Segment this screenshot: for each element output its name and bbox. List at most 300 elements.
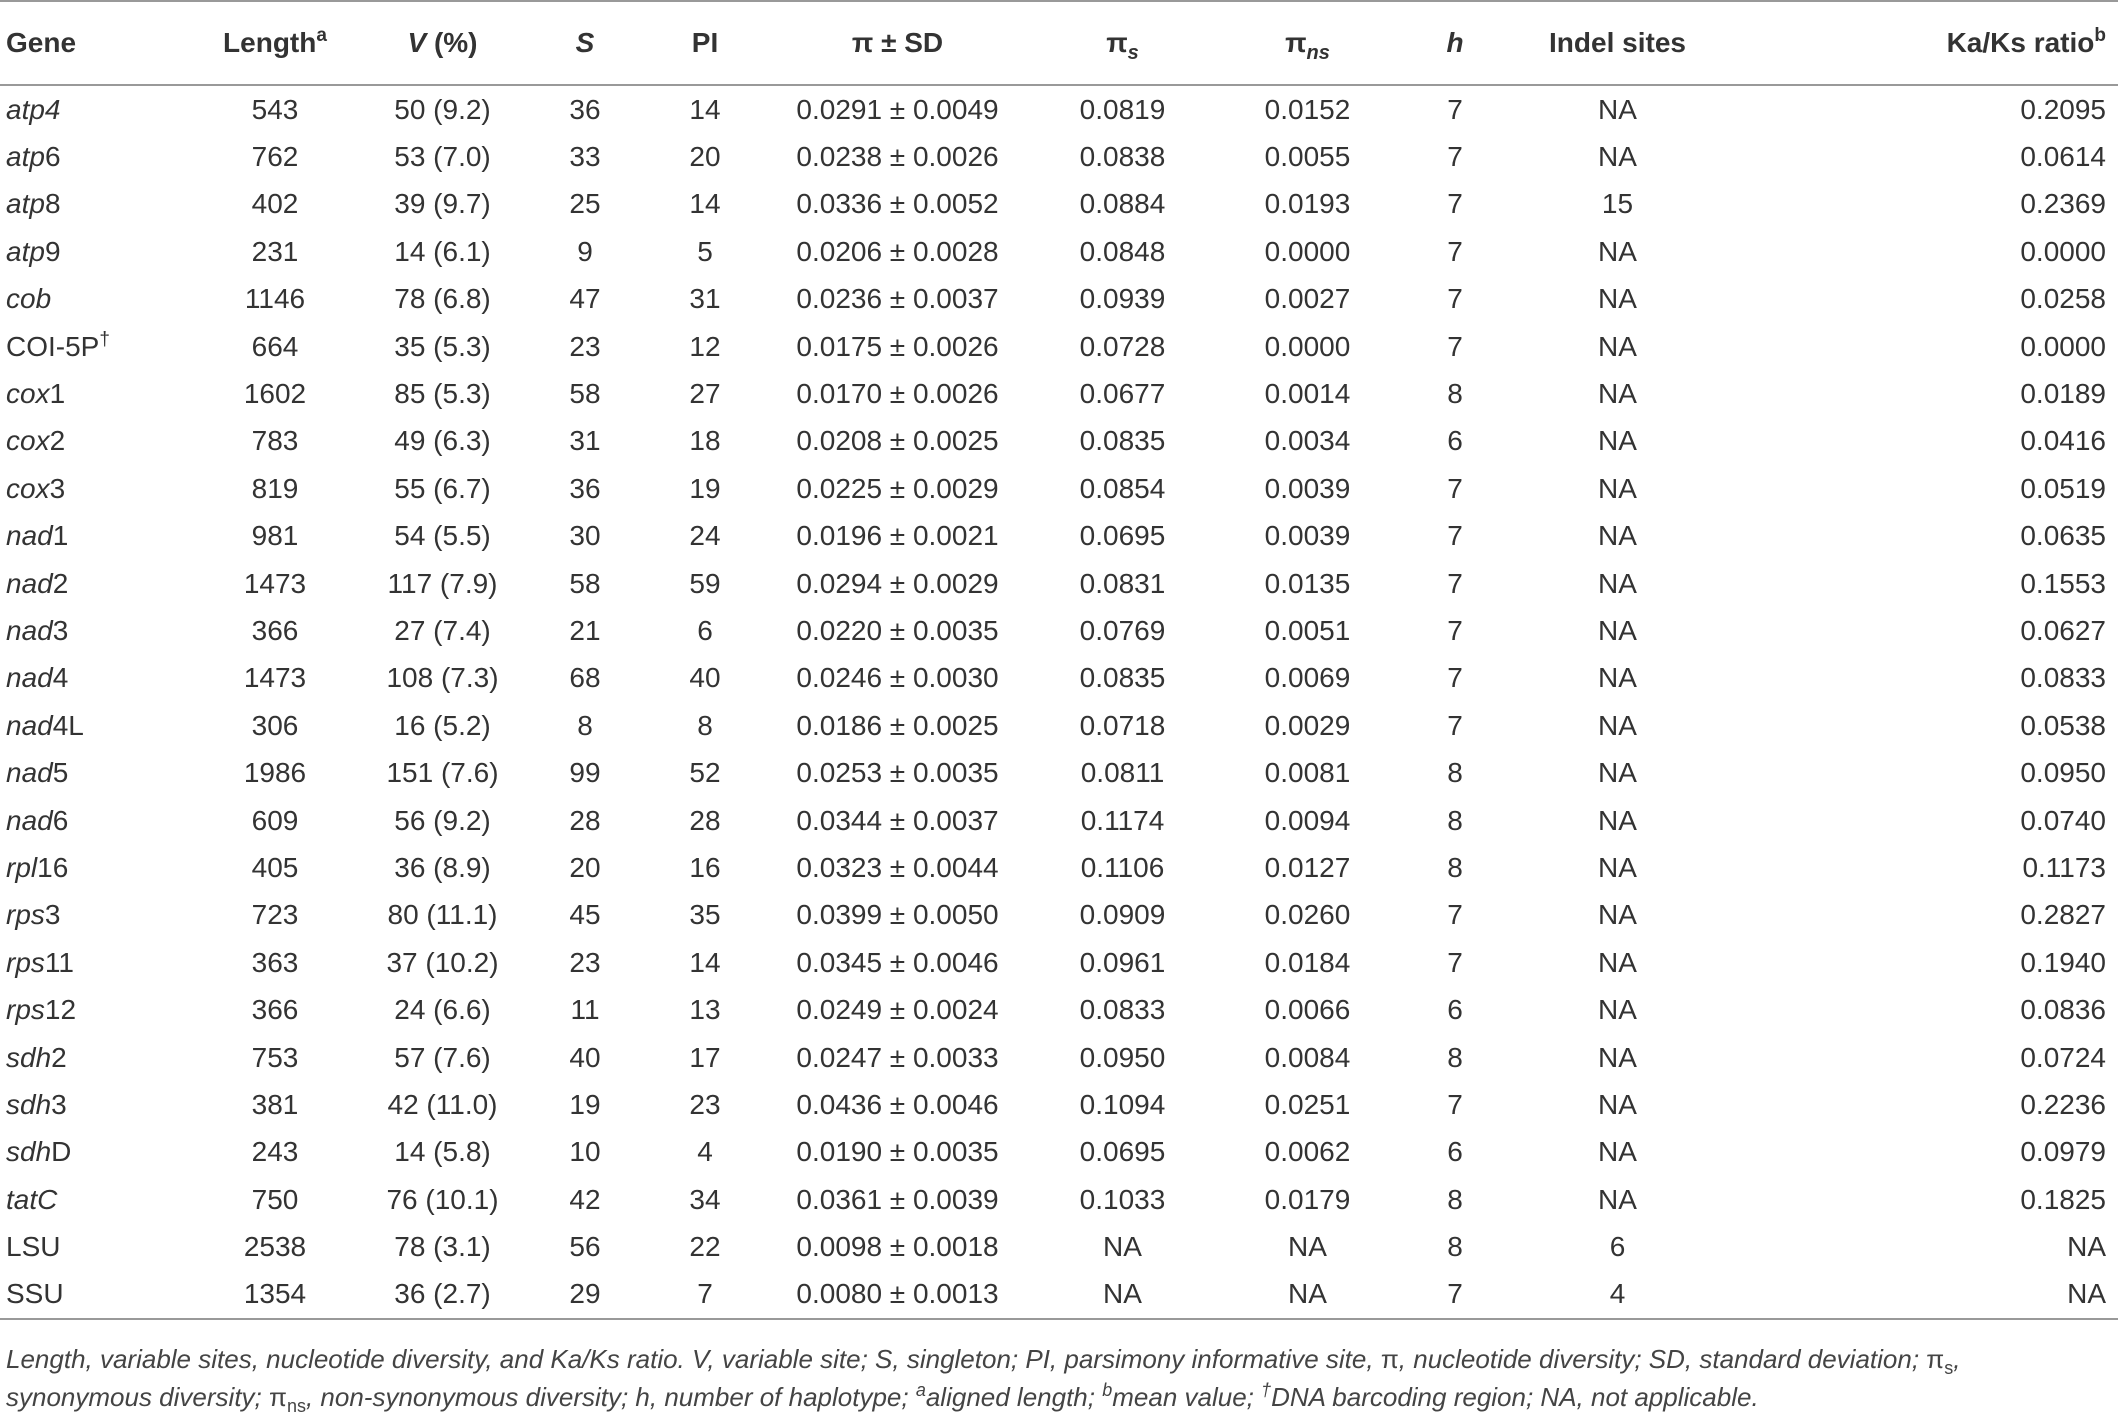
cell-length: 363 — [251, 946, 299, 978]
cell-singleton: 23 — [569, 330, 601, 362]
cell-haplotype: 7 — [1400, 1271, 1510, 1319]
cell-gene: nad5 — [6, 757, 69, 789]
table-row — [0, 228, 2118, 275]
table-row — [0, 1129, 2118, 1176]
cell-nonsynonymous-diversity: 0.0051 — [1264, 614, 1351, 646]
cell-nucleotide-diversity: 0.0323 ± 0.0044 — [796, 851, 999, 883]
cell-nucleotide-diversity: 0.0247 ± 0.0033 — [796, 1041, 999, 1073]
cell-nonsynonymous-diversity: 0.0251 — [1264, 1088, 1351, 1120]
cell-haplotype: 8 — [1447, 1231, 1463, 1263]
cell-indel-sites: NA — [1598, 93, 1637, 125]
cell-haplotype: 7 — [1447, 283, 1463, 315]
cell-singleton: 33 — [569, 141, 601, 173]
cell-singleton: 68 — [569, 662, 601, 694]
cell-kaks-ratio: 0.0189 — [2020, 378, 2106, 410]
cell-gene: atp9 — [6, 235, 61, 267]
cell-haplotype: 7 — [1447, 141, 1463, 173]
cell-singleton: 19 — [569, 1088, 601, 1120]
cell-kaks-ratio: NA — [1725, 1271, 2118, 1319]
cell-nucleotide-diversity: 0.0098 ± 0.0018 — [796, 1231, 999, 1263]
cell-length: 1146 — [244, 283, 306, 315]
cell-synonymous-diversity: 0.0884 — [1079, 188, 1166, 220]
cell-length: 1602 — [243, 378, 307, 410]
cell-singleton: 36 — [569, 472, 601, 504]
cell-synonymous-diversity: 0.0848 — [1079, 235, 1166, 267]
cell-nonsynonymous-diversity: 0.0069 — [1264, 662, 1351, 694]
cell-variable-sites: 16 (5.2) — [394, 709, 491, 741]
cell-gene: nad2 — [6, 567, 69, 599]
cell-indel-sites: NA — [1598, 1183, 1637, 1215]
cell-length: 366 — [251, 614, 299, 646]
cell-indel-sites: NA — [1598, 378, 1637, 410]
cell-haplotype: 8 — [1447, 378, 1463, 410]
cell-gene: nad6 — [6, 804, 69, 836]
cell-length: 753 — [251, 1041, 299, 1073]
cell-nonsynonymous-diversity: 0.0055 — [1264, 141, 1351, 173]
cell-indel-sites: NA — [1598, 1088, 1637, 1120]
cell-kaks-ratio: 0.0836 — [2020, 994, 2106, 1026]
cell-gene: rps11 — [6, 946, 74, 978]
cell-length: 750 — [251, 1183, 299, 1215]
cell-synonymous-diversity: 0.1033 — [1079, 1183, 1166, 1215]
cell-parsimony-informative: 20 — [689, 141, 721, 173]
cell-nonsynonymous-diversity: 0.0014 — [1264, 378, 1351, 410]
cell-parsimony-informative: 12 — [689, 330, 721, 362]
cell-nucleotide-diversity: 0.0206 ± 0.0028 — [796, 235, 999, 267]
header-row — [0, 1, 2118, 85]
cell-length: 405 — [251, 851, 299, 883]
cell-nonsynonymous-diversity: 0.0179 — [1264, 1183, 1351, 1215]
cell-variable-sites: 56 (9.2) — [394, 804, 491, 836]
cell-singleton: 10 — [569, 1136, 601, 1168]
cell-variable-sites: 57 (7.6) — [394, 1041, 491, 1073]
cell-synonymous-diversity: 0.0728 — [1079, 330, 1166, 362]
cell-kaks-ratio: 0.2095 — [2020, 93, 2106, 125]
cell-kaks-ratio: NA — [2067, 1231, 2106, 1263]
cell-variable-sites: 55 (6.7) — [394, 472, 491, 504]
cell-synonymous-diversity: 0.1106 — [1080, 851, 1165, 883]
table-row — [0, 1223, 2118, 1270]
cell-nonsynonymous-diversity: 0.0000 — [1264, 235, 1351, 267]
cell-singleton: 42 — [569, 1183, 601, 1215]
cell-kaks-ratio: 0.1940 — [2020, 946, 2106, 978]
cell-kaks-ratio: 0.0000 — [2020, 235, 2106, 267]
cell-variable-sites: 117 (7.9) — [387, 567, 498, 599]
header-haplotype: h — [1400, 1, 1510, 85]
cell-synonymous-diversity: 0.0838 — [1079, 141, 1166, 173]
cell-haplotype: 8 — [1447, 851, 1463, 883]
cell-nucleotide-diversity: 0.0336 ± 0.0052 — [796, 188, 999, 220]
cell-parsimony-informative: 24 — [689, 520, 721, 552]
cell-nonsynonymous-diversity: 0.0027 — [1264, 283, 1351, 315]
cell-parsimony-informative: 5 — [697, 235, 713, 267]
cell-parsimony-informative: 52 — [689, 757, 721, 789]
table-caption: Length, variable sites, nucleotide diversity, and Ka/Ks ratio. V, variable site; S, singleton; PI, parsimony informative site, π, nucleotide diversity; SD, standard deviation; $\pi_s$, synonymous diversity; $\pi_{ns}$, non-synonymous diversity; h, number of haplotype; $^a$aligned length; $^b$mean value; †DNA barcoding region; NA, not applicable. — [6, 1344, 1961, 1416]
cell-singleton: 47 — [569, 283, 601, 315]
cell-gene: nad3 — [6, 614, 69, 646]
cell-length: 1354 — [190, 1271, 360, 1319]
cell-haplotype: 8 — [1447, 757, 1463, 789]
header-gene: Gene — [0, 1, 190, 85]
cell-variable-sites: 27 (7.4) — [394, 614, 491, 646]
table-row — [0, 1271, 2118, 1319]
cell-nucleotide-diversity: 0.0225 ± 0.0029 — [796, 472, 999, 504]
header-singleton: S — [525, 1, 645, 85]
header-variable-sites: V (%) — [360, 1, 525, 85]
cell-variable-sites: 53 (7.0) — [394, 141, 491, 173]
table-row — [0, 607, 2118, 654]
cell-nucleotide-diversity: 0.0238 ± 0.0026 — [796, 141, 999, 173]
cell-synonymous-diversity: 0.0909 — [1079, 899, 1166, 931]
cell-synonymous-diversity: 0.0835 — [1079, 425, 1166, 457]
table-row — [0, 370, 2118, 417]
cell-length: 819 — [251, 472, 299, 504]
cell-kaks-ratio: 0.0833 — [2020, 662, 2106, 694]
cell-length: 723 — [251, 899, 299, 931]
cell-variable-sites: 14 (6.1) — [394, 235, 491, 267]
cell-nucleotide-diversity: 0.0345 ± 0.0046 — [796, 946, 999, 978]
header-length: Length$^a$ — [190, 1, 360, 85]
cell-gene: COI-5P† — [6, 328, 110, 362]
cell-singleton: 58 — [569, 378, 601, 410]
cell-nonsynonymous-diversity: 0.0193 — [1264, 188, 1351, 220]
cell-nonsynonymous-diversity: 0.0000 — [1264, 330, 1351, 362]
cell-nonsynonymous-diversity: 0.0260 — [1264, 899, 1351, 931]
cell-indel-sites: NA — [1598, 235, 1637, 267]
cell-variable-sites: 49 (6.3) — [394, 425, 491, 457]
cell-synonymous-diversity: 0.0811 — [1080, 757, 1165, 789]
cell-parsimony-informative: 17 — [689, 1041, 721, 1073]
cell-parsimony-informative: 16 — [689, 851, 721, 883]
cell-nucleotide-diversity: 0.0249 ± 0.0024 — [796, 994, 999, 1026]
cell-singleton: 20 — [569, 851, 601, 883]
cell-length: 402 — [251, 188, 299, 220]
cell-haplotype: 7 — [1447, 93, 1463, 125]
cell-gene: cox3 — [6, 472, 66, 504]
cell-nucleotide-diversity: 0.0361 ± 0.0039 — [796, 1183, 999, 1215]
cell-singleton: 29 — [525, 1271, 645, 1319]
cell-haplotype: 8 — [1447, 1041, 1463, 1073]
cell-singleton: 30 — [569, 520, 601, 552]
cell-synonymous-diversity: 0.0677 — [1079, 378, 1166, 410]
cell-indel-sites: 15 — [1601, 188, 1634, 220]
table-row — [0, 892, 2118, 939]
table-row — [0, 749, 2118, 796]
cell-kaks-ratio: 0.0416 — [2020, 425, 2106, 457]
cell-variable-sites: 39 (9.7) — [394, 188, 491, 220]
cell-parsimony-informative: 14 — [689, 946, 721, 978]
cell-nonsynonymous-diversity: 0.0084 — [1264, 1041, 1351, 1073]
header-nucleotide-diversity: π ± SD — [765, 1, 1030, 85]
cell-singleton: 58 — [569, 567, 601, 599]
cell-kaks-ratio: 0.0538 — [2020, 709, 2106, 741]
cell-gene: cox2 — [6, 425, 66, 457]
cell-parsimony-informative: 7 — [645, 1271, 765, 1319]
cell-gene: nad4L — [6, 709, 84, 741]
cell-indel-sites: 4 — [1510, 1271, 1725, 1319]
cell-nucleotide-diversity: 0.0220 ± 0.0035 — [796, 614, 999, 646]
cell-indel-sites: NA — [1598, 520, 1637, 552]
cell-parsimony-informative: 4 — [697, 1136, 713, 1168]
cell-gene: tatC — [6, 1183, 58, 1215]
table-body — [0, 85, 2118, 1319]
header-indel-sites: Indel sites — [1510, 1, 1725, 85]
cell-synonymous-diversity: NA — [1103, 1231, 1142, 1263]
cell-synonymous-diversity: 0.0939 — [1079, 283, 1166, 315]
cell-haplotype: 7 — [1447, 520, 1463, 552]
cell-indel-sites: NA — [1598, 330, 1637, 362]
cell-gene: cob — [6, 283, 52, 315]
cell-nucleotide-diversity: 0.0190 ± 0.0035 — [796, 1136, 999, 1168]
cell-length: 543 — [251, 93, 299, 125]
cell-indel-sites: NA — [1598, 1136, 1637, 1168]
cell-variable-sites: 35 (5.3) — [394, 330, 491, 362]
cell-haplotype: 7 — [1447, 709, 1463, 741]
cell-parsimony-informative: 14 — [689, 188, 721, 220]
cell-singleton: 9 — [577, 235, 593, 267]
cell-synonymous-diversity: 0.0718 — [1079, 709, 1166, 741]
cell-length: 2538 — [243, 1231, 307, 1263]
cell-kaks-ratio: 0.0635 — [2020, 520, 2106, 552]
cell-length: 231 — [251, 235, 299, 267]
table-row — [0, 1081, 2118, 1128]
cell-gene: LSU — [6, 1231, 61, 1263]
cell-variable-sites: 80 (11.1) — [387, 899, 498, 931]
cell-nucleotide-diversity: 0.0080 ± 0.0013 — [765, 1271, 1030, 1319]
cell-synonymous-diversity: 0.1094 — [1079, 1088, 1166, 1120]
cell-nonsynonymous-diversity: NA — [1215, 1271, 1400, 1319]
cell-nucleotide-diversity: 0.0253 ± 0.0035 — [796, 757, 999, 789]
cell-singleton: 99 — [569, 757, 601, 789]
cell-gene: atp4 — [6, 93, 61, 125]
cell-indel-sites: NA — [1598, 851, 1637, 883]
cell-length: 762 — [251, 141, 299, 173]
cell-nucleotide-diversity: 0.0175 ± 0.0026 — [796, 330, 999, 362]
cell-gene: nad4 — [6, 662, 69, 694]
cell-indel-sites: NA — [1598, 567, 1637, 599]
cell-variable-sites: 85 (5.3) — [394, 378, 491, 410]
cell-parsimony-informative: 13 — [689, 994, 721, 1026]
cell-haplotype: 6 — [1447, 425, 1463, 457]
cell-kaks-ratio: 0.2369 — [2020, 188, 2106, 220]
cell-indel-sites: NA — [1598, 614, 1637, 646]
table-row — [0, 85, 2118, 133]
cell-nonsynonymous-diversity: 0.0034 — [1264, 425, 1351, 457]
cell-gene: atp8 — [6, 188, 61, 220]
cell-indel-sites: NA — [1598, 899, 1637, 931]
cell-kaks-ratio: 0.2827 — [2020, 899, 2106, 931]
cell-synonymous-diversity: 0.0695 — [1079, 1136, 1166, 1168]
cell-nucleotide-diversity: 0.0196 ± 0.0021 — [796, 520, 999, 552]
cell-parsimony-informative: 28 — [689, 804, 721, 836]
table-row — [0, 465, 2118, 512]
cell-indel-sites: NA — [1598, 472, 1637, 504]
cell-length: 366 — [251, 994, 299, 1026]
cell-parsimony-informative: 8 — [697, 709, 713, 741]
cell-nucleotide-diversity: 0.0246 ± 0.0030 — [796, 662, 999, 694]
cell-kaks-ratio: 0.2236 — [2020, 1088, 2106, 1120]
cell-synonymous-diversity: 0.0854 — [1079, 472, 1166, 504]
cell-nonsynonymous-diversity: 0.0066 — [1264, 994, 1351, 1026]
cell-gene: sdhD — [6, 1136, 72, 1168]
cell-variable-sites: 76 (10.1) — [386, 1183, 499, 1215]
cell-indel-sites: NA — [1598, 1041, 1637, 1073]
cell-indel-sites: NA — [1598, 946, 1637, 978]
cell-haplotype: 7 — [1447, 188, 1463, 220]
cell-kaks-ratio: 0.0258 — [2020, 283, 2106, 315]
cell-length: 1473 — [243, 567, 307, 599]
cell-parsimony-informative: 31 — [689, 283, 721, 315]
cell-kaks-ratio: 0.0740 — [2020, 804, 2106, 836]
cell-length: 981 — [251, 520, 299, 552]
cell-gene: cox1 — [6, 378, 66, 410]
cell-length: 1473 — [243, 662, 307, 694]
cell-synonymous-diversity: 0.0831 — [1079, 567, 1166, 599]
cell-synonymous-diversity: 0.1174 — [1080, 804, 1165, 836]
cell-gene: rpl16 — [6, 851, 69, 883]
cell-nonsynonymous-diversity: 0.0135 — [1264, 567, 1351, 599]
cell-variable-sites: 37 (10.2) — [386, 946, 499, 978]
cell-indel-sites: NA — [1598, 804, 1637, 836]
cell-nonsynonymous-diversity: 0.0062 — [1264, 1136, 1351, 1168]
cell-length: 243 — [251, 1136, 299, 1168]
cell-gene: rps3 — [6, 899, 61, 931]
cell-indel-sites: NA — [1598, 994, 1637, 1026]
table-row — [0, 133, 2118, 180]
cell-nonsynonymous-diversity: 0.0152 — [1264, 93, 1351, 125]
cell-haplotype: 7 — [1447, 472, 1463, 504]
cell-length: 1986 — [243, 757, 307, 789]
cell-kaks-ratio: 0.0614 — [2020, 141, 2106, 173]
cell-gene: rps12 — [6, 994, 77, 1026]
cell-nonsynonymous-diversity: 0.0029 — [1264, 709, 1351, 741]
cell-variable-sites: 14 (5.8) — [394, 1136, 491, 1168]
table-row — [0, 513, 2118, 560]
cell-nonsynonymous-diversity: 0.0184 — [1264, 946, 1351, 978]
cell-variable-sites: 54 (5.5) — [394, 520, 491, 552]
cell-nonsynonymous-diversity: 0.0039 — [1264, 472, 1351, 504]
cell-synonymous-diversity: 0.0769 — [1079, 614, 1166, 646]
cell-variable-sites: 108 (7.3) — [386, 662, 499, 694]
cell-nucleotide-diversity: 0.0291 ± 0.0049 — [796, 93, 999, 125]
cell-synonymous-diversity: NA — [1030, 1271, 1215, 1319]
table-row — [0, 418, 2118, 465]
cell-singleton: 11 — [570, 994, 600, 1026]
cell-variable-sites: 78 (6.8) — [394, 283, 491, 315]
cell-nonsynonymous-diversity: 0.0094 — [1264, 804, 1351, 836]
cell-length: 609 — [251, 804, 299, 836]
table-row — [0, 939, 2118, 986]
cell-singleton: 40 — [569, 1041, 601, 1073]
cell-haplotype: 6 — [1447, 1136, 1463, 1168]
cell-gene: nad1 — [6, 520, 69, 552]
cell-kaks-ratio: 0.0950 — [2020, 757, 2106, 789]
cell-kaks-ratio: 0.1173 — [2022, 851, 2106, 883]
cell-parsimony-informative: 19 — [689, 472, 721, 504]
cell-nucleotide-diversity: 0.0399 ± 0.0050 — [796, 899, 999, 931]
table-row — [0, 844, 2118, 891]
cell-parsimony-informative: 22 — [689, 1231, 721, 1263]
cell-singleton: 25 — [569, 188, 601, 220]
cell-nucleotide-diversity: 0.0236 ± 0.0037 — [796, 283, 999, 315]
cell-length: 783 — [251, 425, 299, 457]
cell-nonsynonymous-diversity: NA — [1288, 1231, 1327, 1263]
cell-synonymous-diversity: 0.0835 — [1079, 662, 1166, 694]
header-nonsynonymous-diversity: $\pi_{ns}$ — [1215, 1, 1400, 85]
header-synonymous-diversity: $\pi_s$ — [1030, 1, 1215, 85]
cell-variable-sites: 36 (8.9) — [394, 851, 491, 883]
cell-variable-sites: 42 (11.0) — [387, 1088, 498, 1120]
cell-haplotype: 7 — [1447, 662, 1463, 694]
table-row — [0, 702, 2118, 749]
cell-length: 306 — [251, 709, 299, 741]
table-row — [0, 655, 2118, 702]
cell-nonsynonymous-diversity: 0.0039 — [1264, 520, 1351, 552]
cell-parsimony-informative: 59 — [689, 567, 721, 599]
cell-indel-sites: NA — [1598, 141, 1637, 173]
cell-haplotype: 7 — [1447, 567, 1463, 599]
cell-length: 381 — [251, 1088, 299, 1120]
cell-singleton: 8 — [577, 709, 593, 741]
cell-singleton: 36 — [569, 93, 601, 125]
cell-indel-sites: NA — [1598, 425, 1637, 457]
cell-kaks-ratio: 0.0724 — [2020, 1041, 2106, 1073]
table-row — [0, 560, 2118, 607]
cell-haplotype: 7 — [1447, 330, 1463, 362]
table-row — [0, 986, 2118, 1033]
cell-indel-sites: NA — [1598, 662, 1637, 694]
cell-singleton: 56 — [569, 1231, 601, 1263]
cell-haplotype: 7 — [1447, 1088, 1463, 1120]
table-row — [0, 276, 2118, 323]
cell-length: 664 — [251, 330, 299, 362]
cell-parsimony-informative: 34 — [689, 1183, 721, 1215]
cell-nonsynonymous-diversity: 0.0081 — [1264, 757, 1351, 789]
cell-nucleotide-diversity: 0.0294 ± 0.0029 — [796, 567, 999, 599]
cell-gene: SSU — [0, 1271, 190, 1319]
cell-nonsynonymous-diversity: 0.0127 — [1264, 851, 1351, 883]
header-parsimony-informative: PI — [645, 1, 765, 85]
cell-haplotype: 6 — [1447, 994, 1463, 1026]
cell-haplotype: 7 — [1447, 614, 1463, 646]
cell-haplotype: 7 — [1447, 946, 1463, 978]
cell-synonymous-diversity: 0.0961 — [1079, 946, 1166, 978]
cell-singleton: 23 — [569, 946, 601, 978]
cell-variable-sites: 50 (9.2) — [394, 93, 491, 125]
cell-parsimony-informative: 14 — [689, 93, 721, 125]
cell-kaks-ratio: 0.0519 — [2020, 472, 2106, 504]
table-row — [0, 797, 2118, 844]
cell-nucleotide-diversity: 0.0170 ± 0.0026 — [796, 378, 999, 410]
cell-singleton: 45 — [569, 899, 601, 931]
cell-synonymous-diversity: 0.0819 — [1079, 93, 1166, 125]
cell-parsimony-informative: 27 — [689, 378, 721, 410]
cell-parsimony-informative: 6 — [697, 614, 713, 646]
table-row — [0, 1034, 2118, 1081]
cell-haplotype: 7 — [1447, 899, 1463, 931]
cell-gene: atp6 — [6, 141, 61, 173]
cell-variable-sites: 151 (7.6) — [386, 757, 499, 789]
table-row — [0, 181, 2118, 228]
cell-indel-sites: NA — [1598, 283, 1637, 315]
cell-synonymous-diversity: 0.0695 — [1079, 520, 1166, 552]
cell-indel-sites: NA — [1598, 757, 1637, 789]
cell-kaks-ratio: 0.1825 — [2020, 1183, 2106, 1215]
cell-nucleotide-diversity: 0.0436 ± 0.0046 — [796, 1088, 999, 1120]
cell-nucleotide-diversity: 0.0344 ± 0.0037 — [796, 804, 999, 836]
cell-variable-sites: 24 (6.6) — [394, 994, 491, 1026]
header-kaks-ratio: Ka/Ks ratio$^b$ — [1725, 1, 2118, 85]
